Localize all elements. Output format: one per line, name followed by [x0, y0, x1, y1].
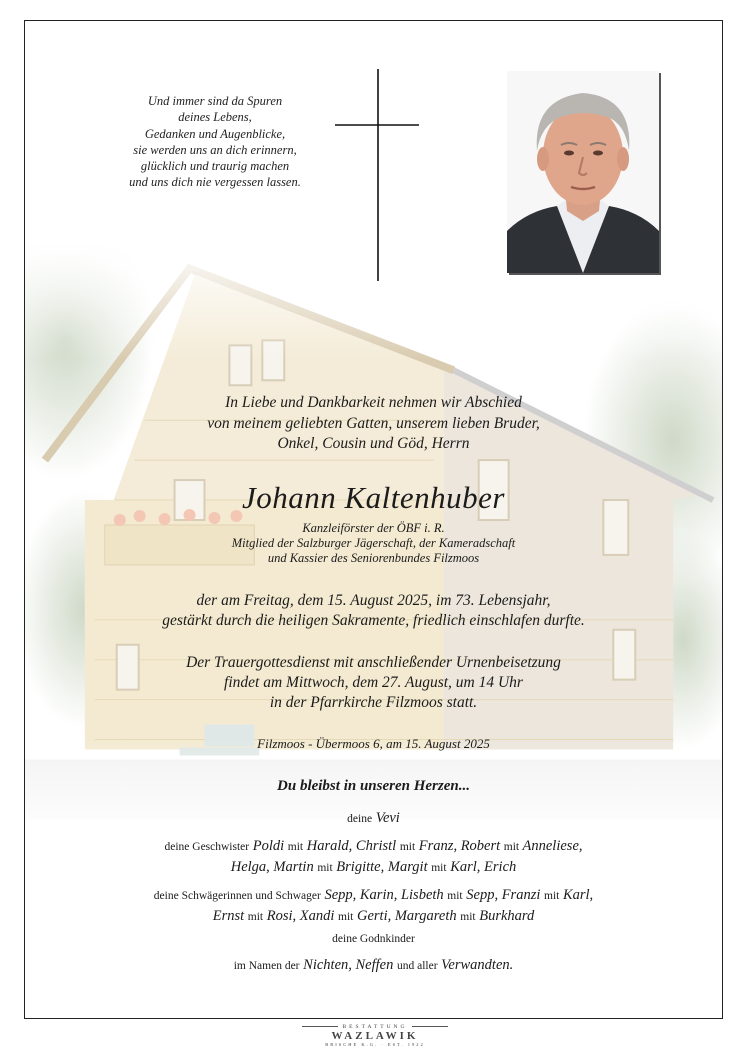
- wife-prefix: deine: [347, 813, 373, 825]
- godchildren: deine Godnkinder: [332, 932, 415, 945]
- siblings-line-1: [25, 836, 722, 858]
- wife-name: Vevi: [375, 810, 400, 826]
- poem-line: sie werden uns an dich erinnern,: [133, 142, 297, 157]
- cross-icon: [335, 69, 419, 283]
- poem-line: und uns dich nie vergessen lassen.: [129, 175, 301, 190]
- funeral-service: [25, 653, 722, 713]
- heart-line: Du bleibst in unseren Herzen...: [277, 778, 470, 794]
- place-date: Filzmoos - Übermoos 6, am 15. August 2025: [257, 736, 490, 751]
- relatives-line: [25, 955, 722, 977]
- intro-line: von meinem geliebten Gatten, unserem lieben Bruder,: [207, 414, 540, 432]
- inlaws-line-2: [25, 906, 722, 928]
- connector-word: mit: [447, 889, 463, 902]
- logo-top: BESTATTUNG: [342, 1024, 408, 1030]
- connector-word: mit: [247, 911, 264, 923]
- death-line: gestärkt durch die heiligen Sakramente, friedlich einschlafen durfte.: [162, 612, 585, 629]
- intro-line: In Liebe und Dankbarkeit nehmen wir Abschied: [225, 394, 522, 411]
- title-line: Mitglied der Salzburger Jägerschaft, der Kameradschaft: [231, 536, 516, 550]
- family-member-name: Karl,: [562, 886, 594, 903]
- intro-line: Onkel, Cousin und Göd, Herrn: [277, 435, 470, 452]
- poem-line: Und immer sind da Spuren: [147, 94, 283, 108]
- poem-line: deines Lebens,: [178, 110, 252, 125]
- relatives-prefix: im Namen der: [233, 960, 300, 972]
- family-member-name: Ernst: [212, 908, 245, 924]
- family-member-name: Sepp, Karin, Lisbeth: [324, 886, 444, 903]
- connector-word: mit: [317, 862, 333, 874]
- family-member-name: Franz,: [418, 837, 458, 854]
- family-member-name: Robert: [460, 837, 501, 854]
- portrait-photo: [507, 71, 659, 273]
- family-member-name: Karl, Erich: [450, 859, 517, 875]
- relatives-a: Nichten, Neffen: [303, 957, 394, 973]
- connector-word: mit: [338, 911, 354, 923]
- family-member-name: Margit: [387, 859, 428, 875]
- family-member-name: Gerti, Margareth: [357, 908, 457, 924]
- family-member-name: Harald,: [306, 837, 353, 854]
- connector-word: mit: [287, 840, 304, 853]
- intro-text: [25, 393, 722, 455]
- connector-word: mit: [460, 911, 476, 923]
- title-line: und Kassier des Seniorenbundes Filzmoos: [267, 551, 480, 565]
- logo-bottom: BRISCHE K.G. · EST. 1922: [325, 1042, 425, 1047]
- title-line: Kanzleiförster der ÖBF i. R.: [302, 521, 445, 535]
- family-member-name: Christl: [355, 837, 397, 854]
- connector-word: mit: [503, 840, 520, 853]
- connector-word: mit: [544, 889, 560, 902]
- poem-line: Gedanken und Augenblicke,: [144, 126, 286, 141]
- connector-word: mit: [399, 840, 416, 853]
- relatives-mid: und aller: [396, 960, 438, 972]
- family-member-name: Sepp, Franzi: [466, 886, 541, 903]
- family-list: [25, 808, 722, 977]
- family-member-name: Anneliese,: [522, 837, 583, 854]
- family-member-name: Helga, Martin: [230, 859, 314, 875]
- death-line: der am Freitag, dem 15. August 2025, im 73. Lebensjahr,: [196, 592, 551, 609]
- service-line: findet am Mittwoch, dem 27. August, um 14 Uhr: [224, 674, 523, 691]
- funeral-home-logo: [0, 1024, 750, 1047]
- death-notice: [25, 591, 722, 631]
- deceased-name: Johann Kaltenhuber: [242, 480, 505, 515]
- inlaws-prefix: deine Schwägerinnen und Schwager: [153, 889, 321, 902]
- deceased-titles: [25, 521, 722, 566]
- connector-word: mit: [431, 862, 447, 874]
- wife-line: [25, 808, 722, 830]
- poem: [65, 93, 365, 191]
- logo-name: WAZLAWIK: [331, 1030, 419, 1042]
- godchildren-line: [25, 928, 722, 950]
- siblings-line-2: [25, 857, 722, 879]
- service-line: in der Pfarrkirche Filzmoos statt.: [269, 694, 478, 711]
- obituary-card: [24, 20, 723, 1019]
- siblings-prefix: deine Geschwister: [164, 840, 250, 853]
- family-member-name: Rosi, Xandi: [266, 908, 335, 924]
- poem-line: glücklich und traurig machen: [140, 159, 290, 174]
- family-member-name: Burkhard: [479, 908, 535, 924]
- inlaws-line-1: [25, 885, 722, 907]
- family-member-name: Brigitte,: [336, 859, 385, 875]
- service-line: Der Trauergottesdienst mit anschließender Urnenbeisetzung: [186, 654, 561, 671]
- family-member-name: Poldi: [252, 837, 285, 854]
- relatives-b: Verwandten.: [441, 957, 514, 973]
